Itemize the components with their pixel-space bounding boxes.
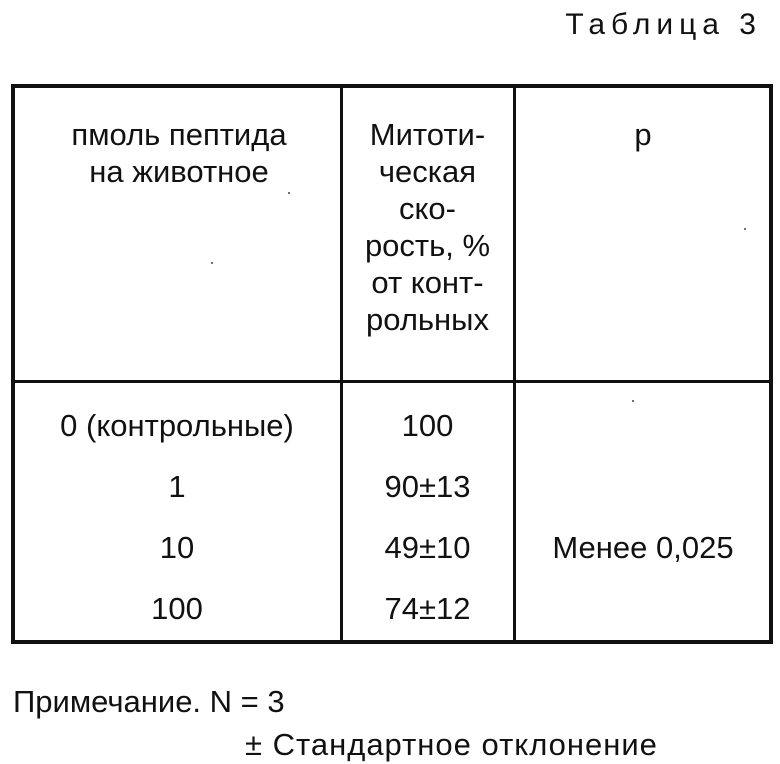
note-std-deviation: ± Стандартное отклонение <box>245 727 658 762</box>
rate-cell: 100 <box>401 408 454 443</box>
p-value-cell: Менее 0,025 <box>552 530 734 565</box>
rate-cell: 90±13 <box>384 469 471 504</box>
dose-cell: 0 (контрольные) <box>60 408 294 443</box>
column-header-mitotic-rate: Митоти- ческая ско- рость, % от конт- рольных <box>364 117 491 337</box>
dose-cell: 1 <box>168 469 186 504</box>
column-header-p: p <box>634 117 652 152</box>
dose-cell: 100 <box>151 591 203 626</box>
dose-cell: 10 <box>159 530 195 565</box>
scan-speck <box>632 400 634 402</box>
header-divider <box>15 380 769 383</box>
table-caption: Таблица 3 <box>565 8 762 41</box>
rate-cell: 49±10 <box>384 530 471 565</box>
scan-speck <box>211 262 213 264</box>
table-row <box>15 457 769 517</box>
scan-speck <box>744 228 746 230</box>
table-row <box>15 396 769 456</box>
note-sample-size: Примечание. N = 3 <box>13 684 285 719</box>
data-table <box>11 84 773 644</box>
scan-speck <box>288 192 290 194</box>
table-row <box>15 579 769 639</box>
rate-cell: 74±12 <box>384 591 471 626</box>
column-header-dose: пмоль пептида на животное <box>71 117 287 189</box>
